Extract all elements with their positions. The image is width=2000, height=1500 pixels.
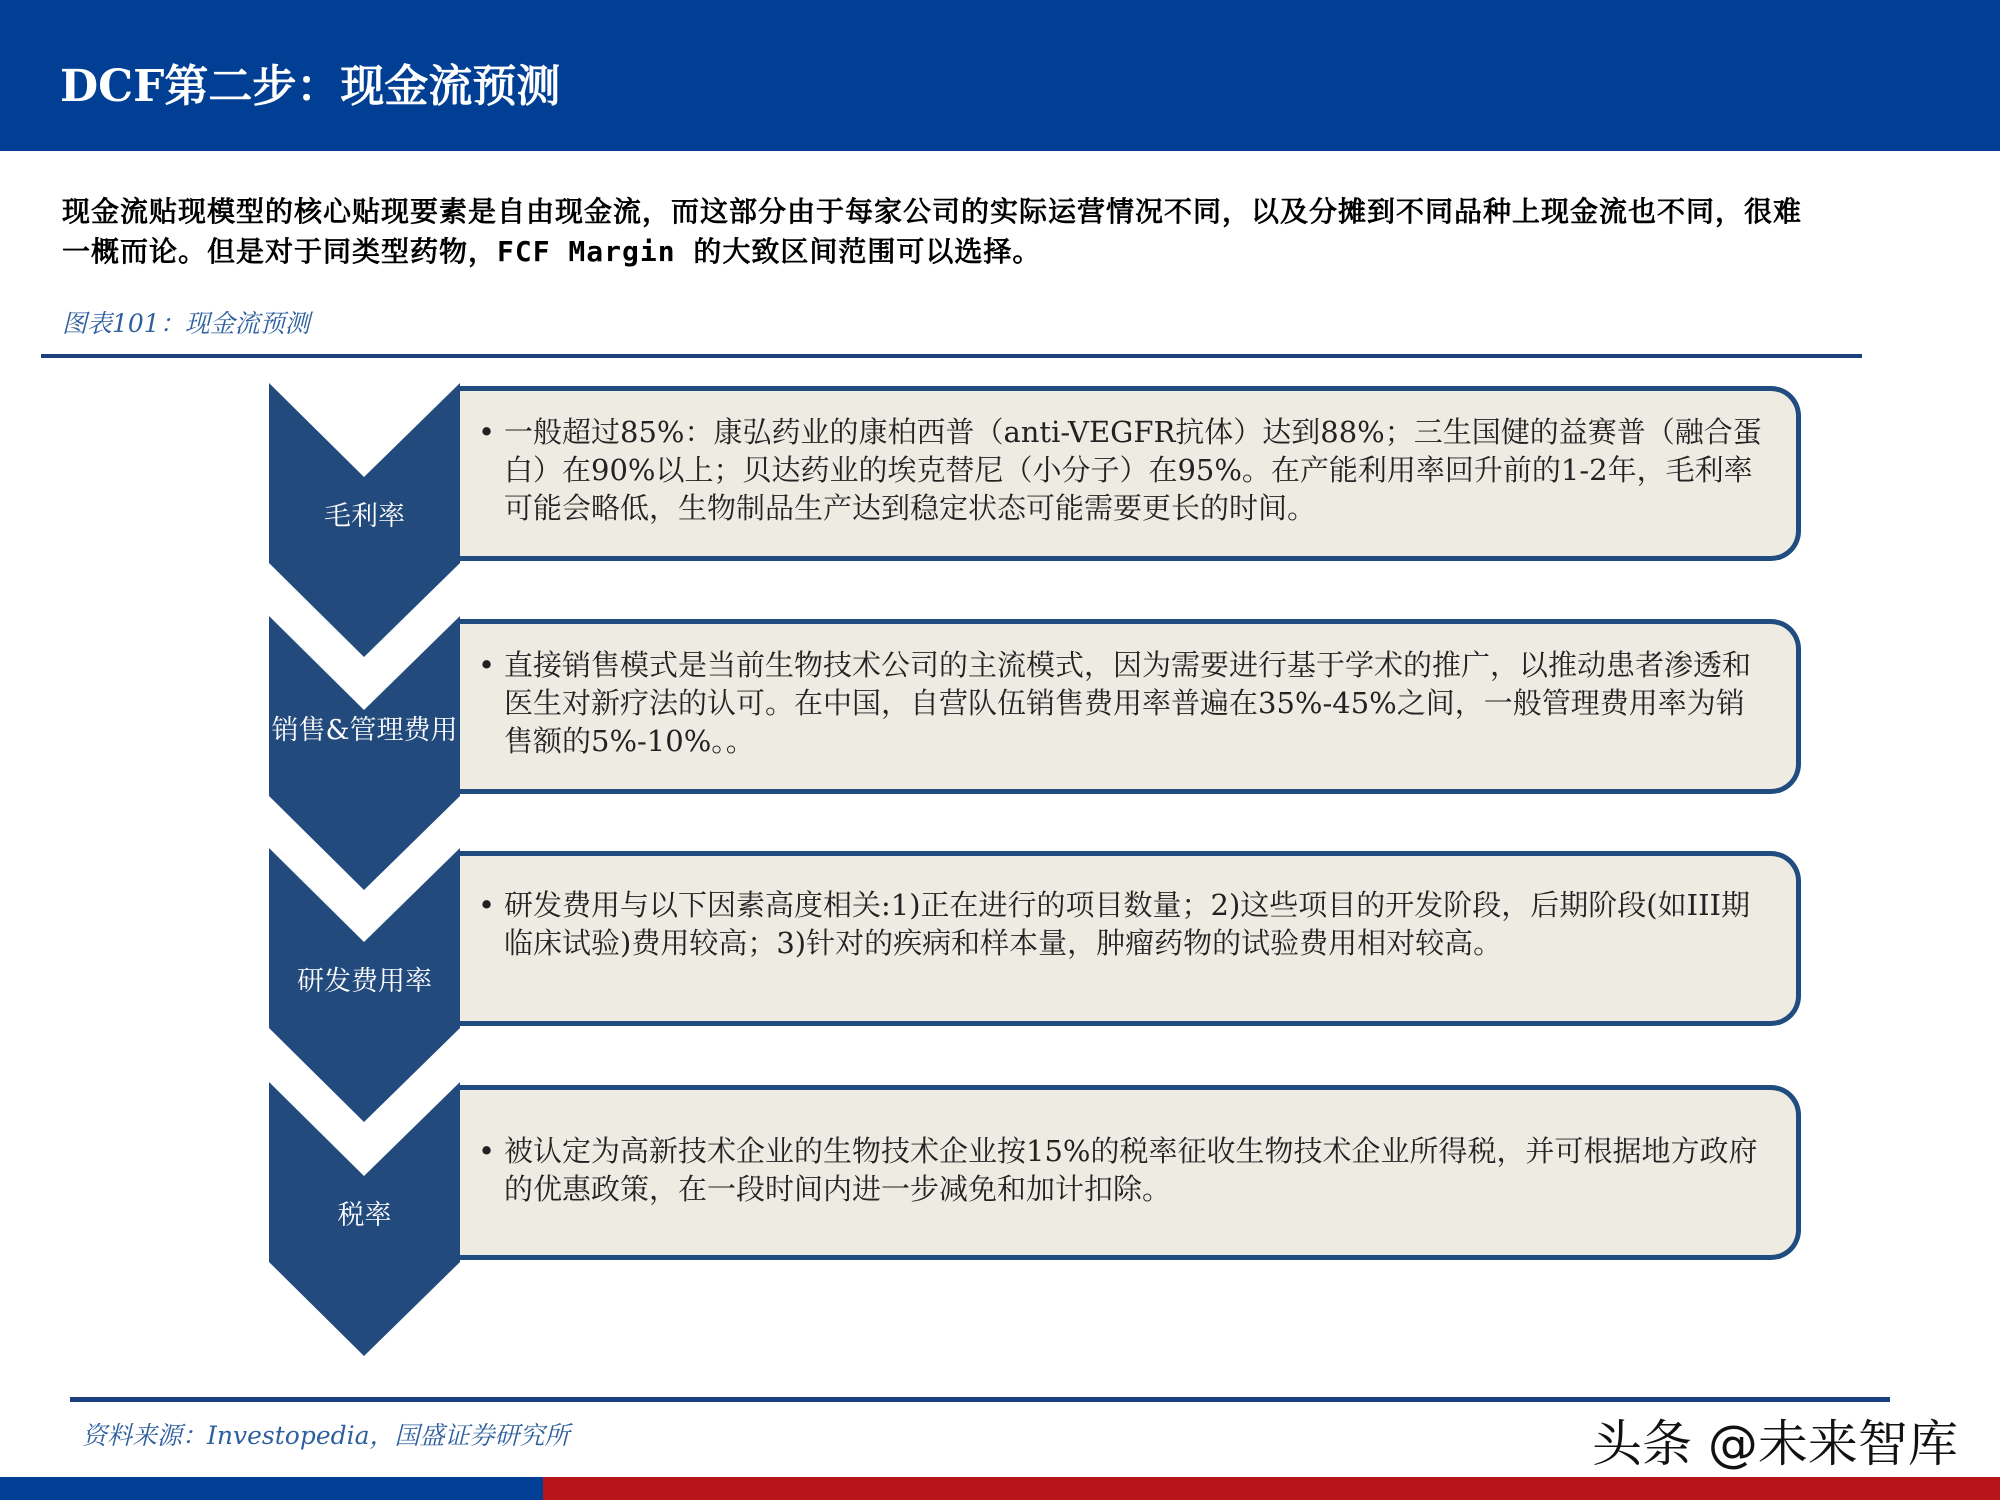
footer-bar-blue <box>0 1477 543 1500</box>
caption-divider <box>41 354 1862 358</box>
step-label: 毛利率 <box>324 501 405 532</box>
step-box <box>460 1085 1801 1260</box>
source-note: 资料来源：Investopedia，国盛证券研究所 <box>82 1421 570 1450</box>
chevron-step-4 <box>269 1082 460 1356</box>
step-text: • 一般超过85%：康弘药业的康柏西普（anti-VEGFR抗体）达到88%；三生国健的益赛普（融合蛋白）在90%以上；贝达药业的埃克替尼（小分子）在95%。在产能利用率回升前的1-2年，毛利率可能会略低，生物制品生产达到稳定状态可能需要更长的时间。 <box>478 413 1772 527</box>
step-box <box>460 386 1801 561</box>
step-box <box>460 619 1801 794</box>
header-bar <box>0 0 2000 151</box>
step-text: • 研发费用与以下因素高度相关:1)正在进行的项目数量；2)这些项目的开发阶段，后期阶段(如III期临床试验)费用较高；3)针对的疾病和样本量，肿瘤药物的试验费用相对较高。 <box>478 886 1772 962</box>
step-label: 研发费用率 <box>297 966 432 997</box>
step-text: • 被认定为高新技术企业的生物技术企业按15%的税率征收生物技术企业所得税，并可根据地方政府的优惠政策，在一段时间内进一步减免和加计扣除。 <box>478 1132 1772 1208</box>
intro-text: 现金流贴现模型的核心贴现要素是自由现金流，而这部分由于每家公司的实际运营情况不同，以及分摊到不同品种上现金流也不同，很难一概而论。但是对于同类型药物，FCF Margin 的大致区间范围可以选择。 <box>62 195 1803 268</box>
step-label: 税率 <box>337 1200 392 1231</box>
footer-divider <box>70 1397 1890 1402</box>
footer-bar-red <box>543 1477 2000 1500</box>
figure-caption: 图表101：现金流预测 <box>62 309 310 338</box>
step-label: 销售&管理费用 <box>271 715 458 746</box>
page-title: DCF第二步：现金流预测 <box>60 61 561 112</box>
watermark: 头条 @未来智库 <box>1592 1415 1958 1473</box>
step-text: • 直接销售模式是当前生物技术公司的主流模式，因为需要进行基于学术的推广，以推动患者渗透和医生对新疗法的认可。在中国，自营队伍销售费用率普遍在35%-45%之间，一般管理费用率为销售额的5%-10%。。 <box>478 646 1772 760</box>
chevron-step-3 <box>269 848 460 1122</box>
step-box <box>460 851 1801 1026</box>
